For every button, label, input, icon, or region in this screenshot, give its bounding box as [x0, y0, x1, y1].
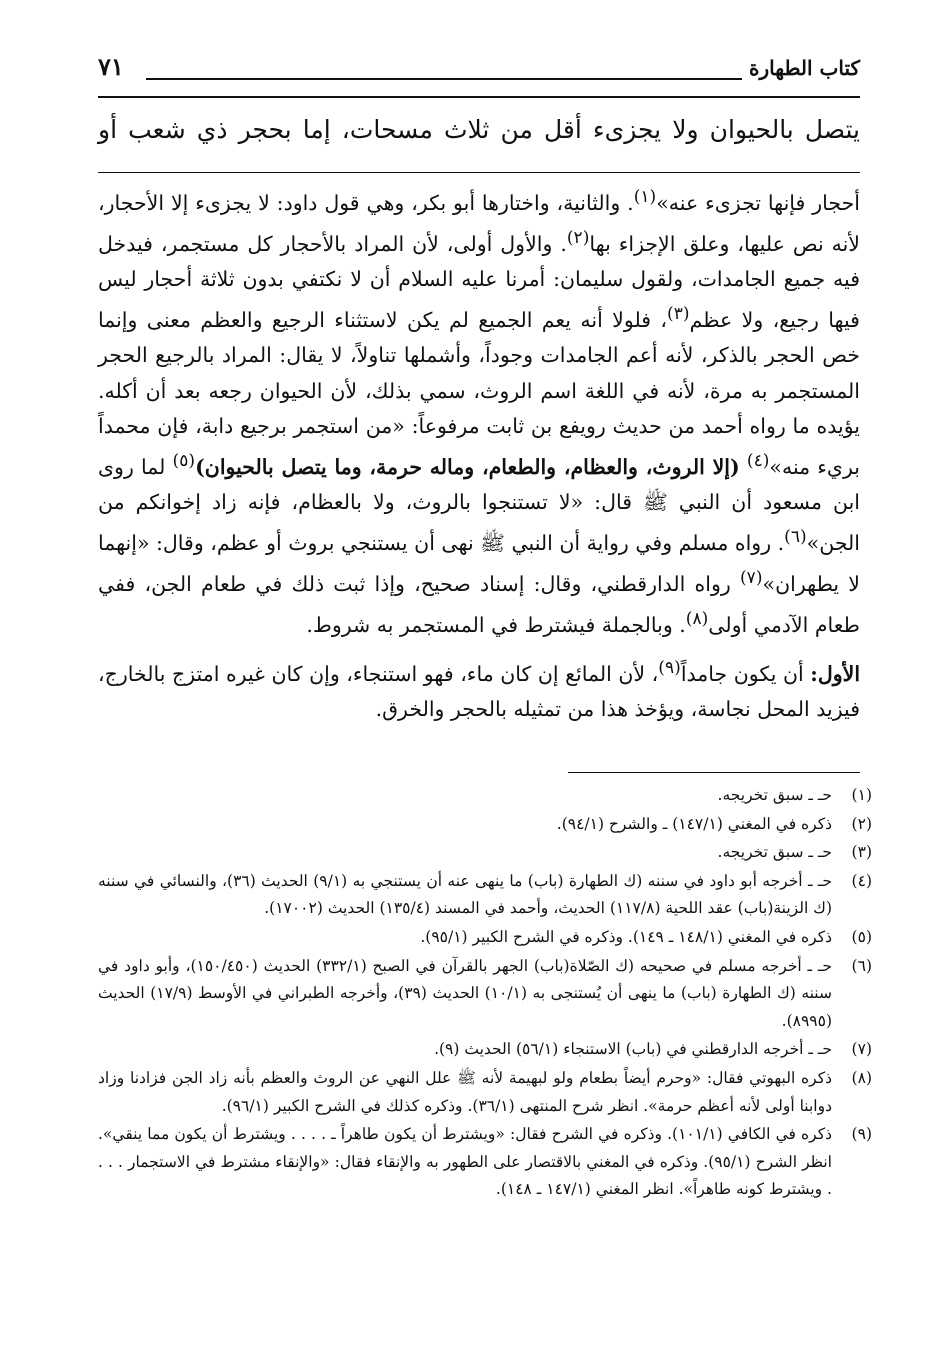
footnote-item [98, 924, 872, 952]
condition-heading: الأول: [810, 662, 861, 687]
footnote-number: (٢) [851, 814, 872, 833]
body-text: . وبالجملة فيشترط في المستجمر به شروط. [306, 613, 686, 638]
footnote-number: (٥) [851, 927, 872, 946]
footnote-item [98, 1036, 872, 1064]
footnote-number: (٣) [851, 843, 872, 862]
footnote-item [98, 953, 872, 1036]
body-text: أن يكون جامداً [680, 662, 811, 687]
footnote-item [98, 1121, 872, 1204]
footnote-ref[interactable]: (٨) [685, 609, 709, 630]
body-text: رواه الدارقطني، وقال: إسناد صحيح، وإذا ثبت ذلك في طعام الجن، ففي طعام الآدمي أولى [98, 572, 860, 638]
commentary-body [98, 180, 860, 727]
footnote-item [98, 839, 872, 867]
footnote-number: (٤) [851, 871, 872, 890]
footnote-text: ذكره البهوتي فقال: «وحرم أيضاً بطعام ولو لبهيمة لأنه ﷺ علل النهي عن الروث والعظم بأنه زاد الجن فزادنا وزاد دوابنا أولى لأنه أعظم حرمة». انظر شرح المنتهى (٣٦/١). وذكره كذلك في الشرح الكبير (٩٦/١). [98, 1068, 832, 1115]
footnote-number: (٨) [851, 1068, 872, 1087]
paragraph-2 [98, 651, 860, 727]
footnotes-divider [568, 772, 860, 773]
footnote-number: (٧) [851, 1040, 872, 1059]
footnote-ref[interactable]: (٥) [172, 450, 196, 471]
header-rule [98, 96, 860, 98]
footnote-ref[interactable]: (٢) [566, 228, 590, 249]
body-text: . والثانية، واختارها أبو بكر، وهي قول داود: لا يجزىء إلا الأحجار، لأنه نص عليها، وعلق الإجزاء بها [98, 190, 860, 256]
footnote-text: حـ ـ أخرجه الدارقطني في (باب) الاستنجاء (٥٦/١) الحديث (٩). [434, 1040, 832, 1059]
paragraph-1 [98, 180, 860, 643]
footnote-number: (٩) [851, 1125, 872, 1144]
book-title: كتاب الطهارة [749, 56, 860, 80]
matn-divider [98, 172, 860, 173]
footnote-text: ذكره في المغني (١٤٨/١ ـ ١٤٩). وذكره في الشرح الكبير (٩٥/١). [420, 927, 832, 946]
footnote-text: ذكره في الكافي (١٠١/١). وذكره في الشرح فقال: «ويشترط أن يكون طاهراً ـ . . . . ويشترط أن يكون مما ينقي». انظر الشرح (٩٥/١). وذكره في المغني بالاقتصار على الطهور به والإنقاء فقال: «والإنقاء مشترط في الاستجمار . . . . ويشترط كونه طاهراً». انظر المغني (١٤٧/١ ـ ١٤٨). [98, 1125, 832, 1199]
header-line [146, 78, 742, 80]
footnote-item [98, 868, 872, 923]
footnote-item [98, 811, 872, 839]
footnotes [98, 782, 872, 1205]
footnote-text: حـ ـ سبق تخريجه. [717, 843, 832, 862]
matn-quote: (إلا الروث، والعظام، والطعام، وماله حرمة، وما يتصل بالحيوان) [195, 454, 740, 479]
footnote-ref[interactable]: (٦) [784, 527, 807, 548]
footnote-ref[interactable]: (٣) [667, 304, 690, 325]
body-text: أحجار فإنها تجزىء عنه» [656, 190, 860, 215]
body-text [740, 455, 747, 479]
footnote-text: ذكره في المغني (١٤٧/١) ـ والشرح (٩٤/١). [556, 814, 832, 833]
body-text: . رواه مسلم وفي رواية أن النبي ﷺ نهى أن يستنجي بروث أو عظم، وقال: «إنهما لا يطهران» [98, 530, 860, 596]
footnote-text: حـ ـ سبق تخريجه. [717, 786, 832, 804]
footnote-ref[interactable]: (٩) [658, 658, 681, 679]
page-number: ٧١ [98, 52, 124, 81]
footnote-ref[interactable]: (٧) [740, 568, 763, 589]
body-text: ، لأن المائع إن كان ماء، فهو استنجاء، وإن كان غيره امتزج بالخارج، فيزيد المحل نجاسة، ويؤخذ هذا من تمثيله بالحجر والخرق. [98, 662, 860, 722]
matn-text: يتصل بالحيوان ولا يجزىء أقل من ثلاث مسحات، إما بحجر ذي شعب أو [98, 115, 860, 144]
footnote-ref[interactable]: (١) [633, 187, 657, 207]
footnote-ref[interactable]: (٤) [746, 450, 770, 471]
footnote-text: حـ ـ أخرجه أبو داود في سننه (ك الطهارة (باب) ما ينهى عنه أن يستنجي به (٩/١) الحديث (٣٦)، والنسائي في سننه (ك الزينة(باب) عقد اللحية (١١٧/٨) الحديث، وأحمد في المسند (١٣٥/٤) الحديث (١٧٠٠٢). [98, 871, 832, 918]
body-text: لما روى ابن مسعود أن النبي ﷺ قال: «لا تستنجوا بالروث، ولا بالعظام، فإنه زاد إخوانكم من الجن» [98, 454, 860, 555]
footnote-text: حـ ـ أخرجه مسلم في صحيحه (ك الصّلاة(باب) الجهر بالقرآن في الصبح (٣٣٢/١) الحديث (١٥٠/٤٥٠)، وأبو داود في سننه (ك الطهارة (باب) ما ينهى أن يُستنجى به (١٠/١) الحديث (٣٩)، وأخرجه الطبراني في الأوسط (١٧/٩) الحديث (٨٩٩٥). [98, 956, 833, 1030]
body-text: ، فلولا أنه يعم الجميع لم يكن لاستثناء الرجيع والعظم معنى وإنما خص الحجر بالذكر، لأنه أعم الجامدات وجوداً، وأشملها تناولاً، لا يقال: المراد بالرجيع الحجر المستجمر به مرة، لأنه في اللغة اسم الروث، سمي بذلك، لأن الحيوان رجعه بعد أن أكله. يؤيده ما رواه أحمد من حديث رويفع بن ثابت مرفوعاً: «من استجمر برجيع دابة، فإن محمداً بريء منه» [98, 308, 860, 479]
page-header [98, 52, 860, 92]
body-text: . والأول أولى، لأن المراد بالأحجار كل مستجمر، فيدخل فيه جميع الجامدات، ولقول سليمان: أمرنا عليه السلام أن لا نكتفي بدون ثلاثة أحجار ليس فيها رجيع، ولا عظم [98, 231, 860, 333]
footnote-item [98, 782, 872, 810]
footnote-item [98, 1065, 872, 1120]
footnote-number: (١) [851, 786, 872, 804]
footnote-number: (٦) [851, 956, 872, 975]
